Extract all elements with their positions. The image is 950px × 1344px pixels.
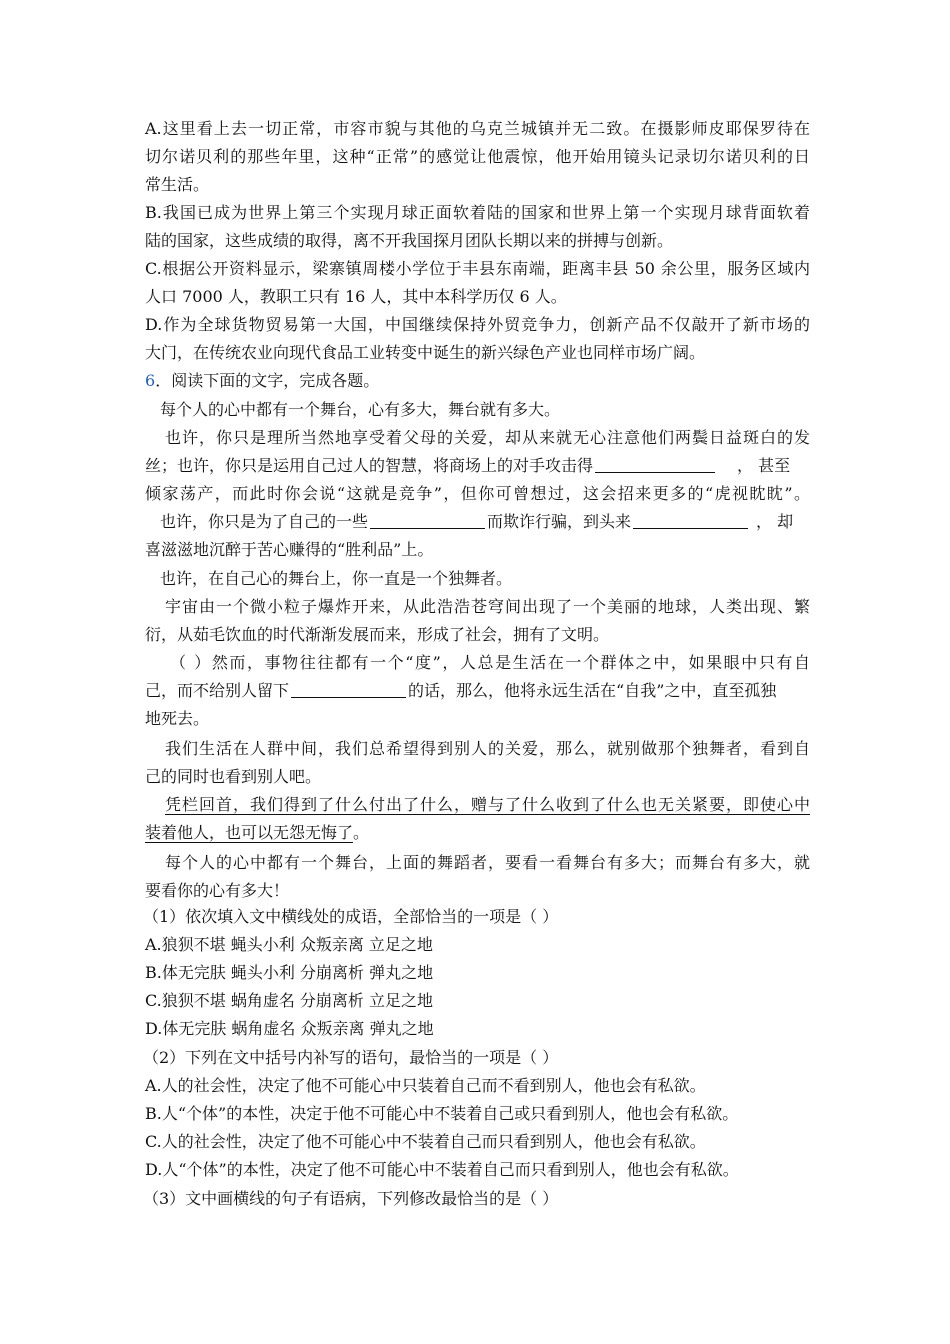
sub-question-1-option-a: A.狼狈不堪 蝇头小利 众叛亲离 立足之地: [145, 935, 433, 954]
passage-para-2-line-2: [145, 452, 810, 480]
para-3-text-b: 而欺诈行骗，到头来: [487, 512, 632, 531]
sub-question-1-option-d: D.体无完肤 蜗角虚名 众叛亲离 弹丸之地: [145, 1019, 434, 1038]
passage-para-9-line-2: 要看你的心有多大！: [145, 881, 290, 900]
option-c-line-2: 人口 7000 人，教职工只有 16 人，其中本科学历仅 6 人。: [145, 287, 567, 306]
sentence-end-mark: 。: [353, 823, 370, 842]
passage-para-6-line-1: （ ）然而，事物往往都有一个“度”，人总是生活在一个群体之中，如果眼中只有自: [170, 653, 810, 672]
fill-blank-1[interactable]: [595, 454, 715, 473]
option-d-line-2: 大门，在传统农业向现代食品工业转变中诞生的新兴绿色产业也同样市场广阔。: [145, 343, 706, 362]
passage-para-1: 每个人的心中都有一个舞台，心有多大，舞台就有多大。: [160, 400, 561, 419]
underlined-sentence-text: 装着他人，也可以无怨无悔了: [145, 823, 354, 842]
sub-question-3: （3）文中画横线的句子有语病，下列修改最恰当的是（ ）: [143, 1189, 559, 1208]
passage-para-5-line-1: 宇宙由一个微小粒子爆炸开来，从此浩浩苍穹间出现了一个美丽的地球，人类出现、繁: [165, 597, 810, 616]
passage-para-9-line-1: 每个人的心中都有一个舞台，上面的舞蹈者，要看一看舞台有多大；而舞台有多大，就: [165, 853, 810, 872]
sub-question-1-option-b: B.体无完肤 蝇头小利 分崩离析 弹丸之地: [145, 963, 434, 982]
underlined-sentence-line-2: [145, 819, 810, 847]
underlined-sentence-line-1: 凭栏回首，我们得到了什么付出了什么，赠与了什么收到了什么也无关紧要，即使心中: [165, 795, 810, 814]
question-6-prompt: ．阅读下面的文字，完成各题。: [155, 371, 380, 390]
fill-blank-2[interactable]: [370, 510, 485, 529]
sub-question-2-option-a: A.人的社会性，决定了他不可能心中只装着自己而不看到别人，他也会有私欲。: [145, 1076, 706, 1095]
question-number: 6: [145, 371, 156, 390]
option-a-line-3: 常生活。: [145, 175, 210, 194]
sub-question-1: （1）依次填入文中横线处的成语，全部恰当的一项是（ ）: [143, 907, 559, 926]
para-6-text-a: 己，而不给别人留下: [145, 681, 290, 700]
fill-blank-4[interactable]: [291, 679, 406, 698]
passage-para-3-line-1: [160, 508, 810, 536]
passage-para-5-line-2: 衍，从茹毛饮血的时代渐渐发展而来，形成了社会，拥有了文明。: [145, 625, 610, 644]
sub-question-2-option-c: C.人的社会性，决定了他不可能心中不装着自己而只看到别人，他也会有私欲。: [145, 1132, 706, 1151]
sub-question-2: （2）下列在文中括号内补写的语句，最恰当的一项是（ ）: [143, 1048, 559, 1067]
passage-para-2-line-1: 也许，你只是理所当然地享受着父母的关爱，却从来就无心注意他们两鬓日益斑白的发: [165, 428, 810, 447]
para-3-text-c: ， 却: [756, 512, 794, 531]
option-c-line-1: C.根据公开资料显示，梁寨镇周楼小学位于丰县东南端，距离丰县 50 余公里，服务区域内: [145, 259, 810, 278]
option-a-line-1: A.这里看上去一切正常，市容市貌与其他的乌克兰城镇并无二致。在摄影师皮耶保罗待在: [145, 119, 810, 138]
passage-para-7-line-2: 己的同时也看到别人吧。: [145, 767, 322, 786]
option-a-line-2: 切尔诺贝利的那些年里，这种“正常”的感觉让他震惊，他开始用镜头记录切尔诺贝利的日: [145, 147, 810, 166]
passage-para-7-line-1: 我们生活在人群中间，我们总希望得到别人的关爱，那么，就别做那个独舞者，看到自: [165, 739, 810, 758]
option-d-line-1: D.作为全球货物贸易第一大国，中国继续保持外贸竞争力，创新产品不仅敲开了新市场的: [145, 315, 810, 334]
para-3-text-a: 也许，你只是为了自己的一些: [160, 512, 369, 531]
sub-question-2-option-d: D.人“个体”的本性，决定了他不可能心中不装着自己而只看到别人，他也会有私欲。: [145, 1160, 739, 1179]
para-2-text-b: ， 甚至: [737, 456, 791, 475]
passage-para-4: 也许，在自己心的舞台上，你一直是一个独舞者。: [160, 569, 513, 588]
sub-question-2-option-b: B.人“个体”的本性，决定于他不可能心中不装着自己或只看到别人，他也会有私欲。: [145, 1104, 739, 1123]
option-b-line-2: 陆的国家，这些成绩的取得，离不开我国探月团队长期以来的拼搏与创新。: [145, 231, 674, 250]
question-6-heading: [145, 367, 810, 395]
para-2-text-a: 丝；也许，你只是运用自己过人的智慧，将商场上的对手攻击得: [145, 456, 594, 475]
passage-para-6-line-2: [145, 677, 810, 705]
option-b-line-1: B.我国已成为世界上第三个实现月球正面软着陆的国家和世界上第一个实现月球背面软着: [145, 203, 810, 222]
passage-para-2-line-3: 倾家荡产，而此时你会说“这就是竞争”，但你可曾想过，这会招来更多的“虎视眈眈”。: [145, 484, 810, 503]
passage-para-6-line-3: 地死去。: [145, 709, 210, 728]
passage-para-3-line-2: 喜滋滋地沉醉于苦心赚得的“胜利品”上。: [145, 540, 434, 559]
sub-question-1-option-c: C.狼狈不堪 蜗角虚名 分崩离析 立足之地: [145, 991, 434, 1010]
para-6-text-b: 的话，那么，他将永远生活在“自我”之中，直至孤独: [408, 681, 777, 700]
fill-blank-3[interactable]: [633, 510, 748, 529]
